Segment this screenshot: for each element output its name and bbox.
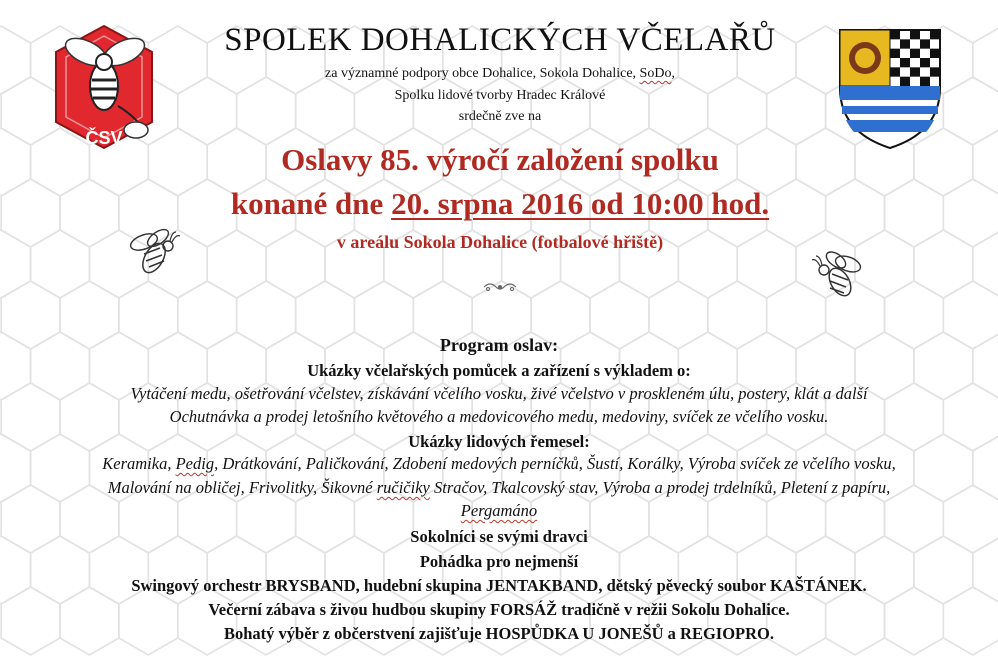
demo-line-1: Vytáčení medu, ošetřování včelstev, získávání včelího vosku, živé včelstvo v proskleném úlu, postery, klát a další: [130, 384, 868, 403]
crafts-heading: Ukázky lidových řemesel:: [408, 432, 590, 451]
dohalice-coat-of-arms: [838, 28, 942, 150]
honeycomb-cell: [0, 26, 31, 94]
honeycomb-cell: [31, 230, 90, 298]
honeycomb-cell: [0, 128, 31, 196]
honeycomb-cell: [0, 230, 31, 298]
sponsor-line-1-end: ,: [671, 66, 675, 81]
event-date-value: 20. srpna 2016 od 10:00 hod.: [391, 186, 770, 221]
crafts-line-2: [20, 477, 978, 499]
honeycomb-cell: [885, 179, 944, 247]
evening-line: Večerní zábava s živou hudbou skupiny FORSÁŽ tradičně v režii Sokolu Dohalice.: [208, 600, 790, 619]
crafts-pedig: Pedig: [175, 454, 215, 473]
honeycomb-cell: [1, 179, 60, 247]
event-title: Oslavy 85. výročí založení spolku: [281, 142, 719, 177]
event-location: v areálu Sokola Dohalice (fotbalové hřiště): [336, 232, 664, 252]
honeycomb-cell: [914, 230, 973, 298]
crafts-line-1-start: Keramika,: [102, 454, 176, 473]
fairy-tale-line: Pohádka pro nejmenší: [419, 552, 579, 571]
csv-logo-text: ČSV: [85, 128, 123, 148]
demo-line-2: Ochutnávka a prodej letošního květového a medovicového medu, medoviny, svíček ze včelího vosku.: [169, 407, 829, 426]
food-line: Bohatý výběr z občerstvení zajišťuje HOSPŮDKA U JONEŠŮ a REGIOPRO.: [223, 624, 775, 643]
falconers-line: Sokolníci se svými dravci: [410, 527, 588, 546]
crafts-rucicky: ručičiky: [376, 478, 430, 497]
crafts-line-1: [20, 453, 978, 475]
sponsor-line-1-text: za významné podpory obce Dohalice, Sokola Dohalice,: [325, 66, 640, 81]
csv-bee-logo: [50, 22, 158, 154]
event-date-prefix: konané dne: [230, 186, 392, 221]
crafts-line-3: [20, 500, 978, 522]
crafts-line-2-start: Malování na obličej, Frivolitky, Šikovné: [107, 478, 377, 497]
program-heading: Program oslav:: [439, 335, 559, 355]
bee-illustration-right: [808, 248, 876, 304]
crafts-pergamano: Pergamáno: [460, 501, 538, 520]
crafts-line-1-end: , Drátkování, Paličkování, Zdobení medových perníčků, Šustí, Korálky, Výroba svíček ze včelího vosku,: [214, 454, 896, 473]
bee-illustration-left: [118, 224, 188, 282]
invitation-line: srdečně zve na: [458, 109, 542, 124]
sponsor-sodo: SoDo: [639, 66, 672, 81]
crafts-line-2-end: Stračov, Tkalcovský stav, Výroba a prodej trdelníků, Pletení z papíru,: [429, 478, 891, 497]
page-title: SPOLEK DOHALICKÝCH VČELAŘŮ: [224, 22, 776, 58]
honeycomb-cell: [60, 179, 119, 247]
music-line: Swingový orchestr BRYSBAND, hudební skupina JENTAKBAND, dětský pěvecký soubor KAŠTÁNEK.: [131, 576, 867, 595]
sponsor-line-1: [200, 66, 800, 82]
event-date: [150, 186, 850, 222]
demo-heading: Ukázky včelařských pomůcek a zařízení s výkladem o:: [307, 361, 691, 380]
divider-ornament: [482, 280, 518, 294]
sponsor-line-2: Spolku lidové tvorby Hradec Králové: [394, 88, 606, 103]
